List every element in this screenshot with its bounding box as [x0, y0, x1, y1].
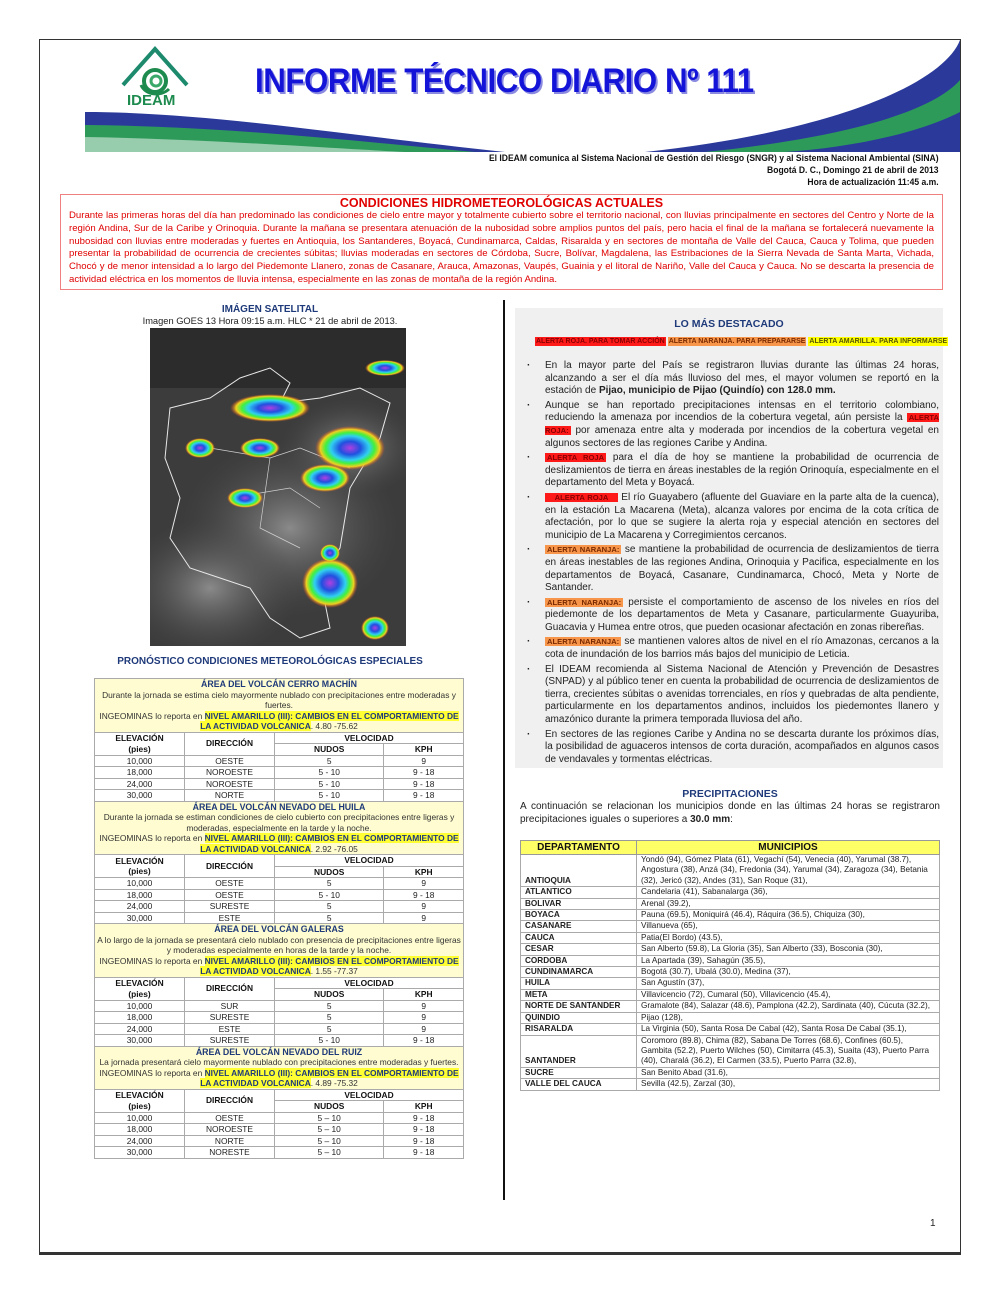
volcano-description: Durante la jornada se estiman condiciones de cielo cubierto con precipitaciones entre ligeras y moderadas, especialmente en la tarde y la noche.: [103, 812, 455, 833]
elevation-cell: 10,000: [95, 1112, 185, 1124]
kph-cell: 9 - 18: [384, 1124, 464, 1136]
precipitation-threshold: 30.0 mm: [690, 814, 731, 825]
table-row: [521, 1024, 940, 1035]
municipalities-cell: Gramalote (84), Salazar (48.6), Pamplona (42.2), Sardinata (40), Cúcuta (32.2),: [637, 1001, 940, 1012]
logo-text: IDEAM: [127, 92, 176, 109]
list-item: · El IDEAM recomienda al Sistema Nacional de Atención y Prevención de Desastres (SNPAD) y al público tener en cuenta la probabilidad de ocurrencia de deslizamientos de tierra, crecientes súbitas o avenidas torrenciales, en ríos y quebradas de alta pendiente, particularmente en los departamentos andinos, incluidos los piedemontes llanero y amazónico durante la primera temporada lluviosa del año.: [521, 664, 939, 727]
volcano-name: ÁREA DEL VOLCÁN NEVADO DEL HUILA: [192, 801, 366, 812]
department-cell: BOYACA: [521, 910, 637, 921]
forecast-title: PRONÓSTICO CONDICIONES METEOROLÓGICAS ESPECIALES: [117, 656, 423, 667]
elevation-cell: 30,000: [95, 1035, 185, 1047]
table-row: [95, 1124, 464, 1136]
table-row: [95, 1035, 464, 1047]
knots-cell: 5: [275, 755, 384, 767]
volcano-header-row: ÁREA DEL VOLCÁN NEVADO DEL RUIZ La jornada presentará cielo mayormente nublado con precipitaciones entre moderadas y fuertes. INGEOMINAS lo reporta en NIVEL AMARILLO (III): CAMBIOS EN EL COMPORTAMIENTO DE LA ACTIVIDAD VOLCANICA. 4.89 -75.32: [95, 1046, 464, 1089]
volcano-name: ÁREA DEL VOLCÁN CERRO MACHÍN: [201, 679, 357, 689]
legend-orange-alert: ALERTA NARANJA. PARA PREPARARSE: [668, 338, 806, 345]
elevation-cell: 10,000: [95, 1000, 185, 1012]
conditions-text: Durante las primeras horas del día han predominado las condiciones de cielo entre mayor y totalmente cubierto sobre el territorio nacional, con lluvias principalmente en sectores del Centro y Norte de la región Andina, Sur de la Caribe y Orinoquia. Durante la mañana se presentara atenuación de la nubosidad sobre amplios puntos del país, pero hacia el final de la mañana se fortalecerá nuevamente la nubosidad con lluvias entre moderadas y fuertes en Antioquia, los Santanderes, Boyacá, Cundinamarca, Caldas, Risaralda y en sectores de montaña de Valle del Cauca, Cauca y Tolima, que pueden presentar la probabilidad de ocurrencia de crecientes súbitas; lluvias moderadas en sectores de Córdoba, Sucre, Bolívar, Magdalena, las Estribaciones de la Sierra Nevada de Santa Marta, Vichada, Chocó y de menor intensidad a lo largo del Piedemonte Llanero, zonas de Casanare, Arauca, Amazonas, Vaupés, Guainia y el litoral de Nariño, Valle del Cauca y Cauca. No se descarta la presencia de actividad eléctrica en los momentos de lluvia intensa, especialmente en las zonas de montaña de la región Andina.: [69, 210, 934, 285]
knots-cell: 5 - 10: [275, 778, 384, 790]
list-item: · ALERTA ROJA para el día de hoy se mantiene la probabilidad de ocurrencia de deslizamientos de tierra en áreas inestables de la región Orinoquía, especialmente en el departamento del Meta y Boyacá.: [521, 452, 939, 490]
table-row: [95, 1112, 464, 1124]
current-conditions-box: [60, 194, 943, 290]
direction-cell: SURESTE: [185, 1035, 275, 1047]
municipalities-cell: Coromoro (89.8), Chima (82), Sabana De Torres (68.6), Confines (60.5), Gambita (52.2), Puerto Wilches (50), Cimitarra (45.3), Suaita (43), Puerto Parra (40), Charalá (36.2), El Carmen (33.5), Puerto Parra (32.8),: [637, 1035, 940, 1067]
volcano-alert-level: NIVEL AMARILLO (III): CAMBIOS EN EL COMPORTAMIENTO DE LA ACTIVIDAD VOLCANICA: [200, 955, 459, 976]
volcano-description: La jornada presentará cielo mayormente nublado con precipitaciones entre moderadas y fuertes.: [99, 1057, 459, 1067]
report-title: INFORME TÉCNICO DIARIO Nº 111: [255, 62, 754, 100]
department-cell: CAUCA: [521, 932, 637, 943]
table-row: [521, 932, 940, 943]
update-time: Hora de actualización 11:45 a.m.: [807, 177, 939, 188]
elevation-cell: 18,000: [95, 1012, 185, 1024]
volcano-header-row: ÁREA DEL VOLCÁN GALERAS A lo largo de la jornada se presentará cielo nublado con presencia de precipitaciones entre ligeras y moderadas especialmente en horas de la tarde y la noche. INGEOMINAS lo reporta en NIVEL AMARILLO (III): CAMBIOS EN EL COMPORTAMIENTO DE LA ACTIVIDAD VOLCANICA. 1.55 -77.37: [95, 924, 464, 978]
municipalities-cell: Patia(El Bordo) (43.5),: [637, 932, 940, 943]
kph-cell: 9: [384, 1023, 464, 1035]
document-page: [39, 39, 961, 1255]
department-cell: VALLE DEL CAUCA: [521, 1079, 637, 1090]
volcano-alert-level: NIVEL AMARILLO (III): CAMBIOS EN EL COMPORTAMIENTO DE LA ACTIVIDAD VOLCANICA: [200, 1067, 459, 1088]
red-alert-tag: ALERTA ROJA: [547, 453, 605, 463]
col-header-department: DEPARTAMENTO: [521, 841, 637, 855]
direction-cell: NORTE: [185, 790, 275, 802]
precipitation-intro: A continuación se relacionan los municipios donde en las últimas 24 horas se registraron precipitaciones iguales o superiores a 30.0 mm:: [520, 801, 940, 825]
list-item: · En la mayor parte del País se registraron lluvias durante las últimas 24 horas, alcanzando a ser el día más lluvioso del mes, el mayor volumen se reportó en la estación de Pijao, municipio de Pijao (Quindío) con 128.0 mm.: [521, 360, 939, 398]
municipalities-cell: Candelaria (41), Sabanalarga (36),: [637, 887, 940, 898]
orange-alert-tag: ALERTA NARANJA:: [547, 637, 620, 647]
department-cell: QUINDIO: [521, 1012, 637, 1023]
orange-alert-tag: ALERTA NARANJA:: [547, 597, 622, 607]
volcano-alert-level: NIVEL AMARILLO (III): CAMBIOS EN EL COMPORTAMIENTO DE LA ACTIVIDAD VOLCANICA: [200, 833, 459, 854]
elevation-cell: 18,000: [95, 767, 185, 779]
elevation-cell: 18,000: [95, 889, 185, 901]
table-header-row: ELEVACIÓN (pies) DIRECCIÓN VELOCIDAD: [95, 1089, 464, 1101]
municipalities-cell: Villavicencio (72), Cumaral (50), Villavicencio (45.4),: [637, 989, 940, 1000]
column-divider: [503, 300, 505, 1200]
list-item: · ALERTA ROJA El río Guayabero (afluente del Guaviare en la parte alta de la cuenca), en la estación La Macarena (Meta), alcanza valores por encima de la cota crítica de afectación, por lo que se sugiere la alerta roja y especial atención en sectores del municipio de La Macarena y Corregimientos cercanos.: [521, 492, 939, 542]
highlights-panel: [515, 308, 948, 768]
table-row: [521, 887, 940, 898]
knots-cell: 5 – 10: [275, 1147, 384, 1159]
elevation-cell: 10,000: [95, 755, 185, 767]
kph-cell: 9 - 18: [384, 1135, 464, 1147]
table-row: [95, 901, 464, 913]
table-row: [521, 1001, 940, 1012]
precipitation-title: PRECIPITACIONES: [682, 788, 778, 800]
direction-cell: OESTE: [185, 878, 275, 890]
kph-cell: 9 - 18: [384, 1147, 464, 1159]
municipalities-cell: San Benito Abad (31.6),: [637, 1067, 940, 1078]
table-row: [521, 910, 940, 921]
highlights-list: [521, 360, 939, 768]
kph-cell: 9 - 18: [384, 790, 464, 802]
col-header-municipalities: MUNICIPIOS: [637, 841, 940, 855]
table-row: [95, 878, 464, 890]
direction-cell: NORTE: [185, 1135, 275, 1147]
knots-cell: 5: [275, 878, 384, 890]
kph-cell: 9: [384, 912, 464, 924]
volcano-name: ÁREA DEL VOLCÁN GALERAS: [214, 924, 344, 934]
knots-cell: 5 – 10: [275, 1124, 384, 1136]
table-row: [95, 1000, 464, 1012]
department-cell: RISARALDA: [521, 1024, 637, 1035]
kph-cell: 9: [384, 901, 464, 913]
satellite-title: IMÁGEN SATELITAL: [221, 304, 319, 315]
kph-cell: 9: [384, 755, 464, 767]
knots-cell: 5 - 10: [275, 767, 384, 779]
precipitation-table: [520, 840, 940, 1091]
municipalities-cell: Yondó (94), Gómez Plata (61), Vegachí (54), Venecia (40), Yarumal (38.7), Angostura (38), Anzá (34), Fredonia (34), Yarumal (34), Zaragoza (34), Betania (32), Jericó (32), Andes (31), San Roque (31),: [637, 855, 940, 887]
table-row: [95, 767, 464, 779]
table-row: [95, 1147, 464, 1159]
elevation-cell: 18,000: [95, 1124, 185, 1136]
municipalities-cell: Pauna (69.5), Moniquirá (46.4), Ráquira (36.5), Chiquiza (30),: [637, 910, 940, 921]
report-date: Bogotá D. C., Domingo 21 de abril de 2013: [767, 165, 939, 176]
table-header-row: NUDOS KPH: [95, 989, 464, 1001]
table-header-row: NUDOS KPH: [95, 1101, 464, 1113]
table-row: [95, 912, 464, 924]
red-alert-tag: ALERTA ROJA: [547, 492, 616, 502]
table-row: [521, 1035, 940, 1067]
direction-cell: NOROESTE: [185, 1124, 275, 1136]
legend-red-alert: ALERTA ROJA. PARA TOMAR ACCIÓN: [536, 338, 665, 345]
volcano-table: [94, 678, 464, 1159]
department-cell: NORTE DE SANTANDER: [521, 1001, 637, 1012]
elevation-cell: 30,000: [95, 790, 185, 802]
table-row: [521, 855, 940, 887]
table-row: [521, 955, 940, 966]
table-row: [521, 921, 940, 932]
direction-cell: SUR: [185, 1000, 275, 1012]
municipalities-cell: Pijao (128),: [637, 1012, 940, 1023]
knots-cell: 5: [275, 1012, 384, 1024]
table-header-row: ELEVACIÓN (pies) DIRECCIÓN VELOCIDAD: [95, 855, 464, 867]
kph-cell: 9: [384, 1000, 464, 1012]
municipalities-cell: La Virginia (50), Santa Rosa De Cabal (42), Santa Rosa De Cabal (35.1),: [637, 1024, 940, 1035]
red-alert-tag: ALERTA ROJA:: [545, 413, 939, 435]
highlights-title: LO MÁS DESTACADO: [674, 318, 784, 330]
kph-cell: 9: [384, 1012, 464, 1024]
knots-cell: 5 – 10: [275, 1135, 384, 1147]
municipalities-cell: San Agustín (37),: [637, 978, 940, 989]
knots-cell: 5: [275, 1000, 384, 1012]
department-cell: HUILA: [521, 978, 637, 989]
table-row: [521, 1067, 940, 1078]
knots-cell: 5: [275, 901, 384, 913]
volcano-coords: . 4.89 -75.32: [310, 1078, 358, 1088]
table-header-row: ELEVACIÓN (pies) DIRECCIÓN VELOCIDAD: [95, 732, 464, 744]
conditions-title: CONDICIONES HIDROMETEOROLÓGICAS ACTUALES: [339, 196, 664, 210]
department-cell: CASANARE: [521, 921, 637, 932]
volcano-name: ÁREA DEL VOLCÁN NEVADO DEL RUIZ: [195, 1046, 363, 1057]
volcano-description: A lo largo de la jornada se presentará cielo nublado con presencia de precipitaciones entre ligeras y moderadas especialmente en horas de la tarde y la noche.: [97, 934, 461, 955]
table-row: [95, 1135, 464, 1147]
satellite-caption: Imagen GOES 13 Hora 09:15 a.m. HLC * 21 de abril de 2013.: [142, 316, 398, 326]
municipalities-cell: San Alberto (59.8), La Gloria (35), San Alberto (33), Bosconia (30),: [637, 944, 940, 955]
kph-cell: 9 - 18: [384, 778, 464, 790]
direction-cell: NOROESTE: [185, 767, 275, 779]
kph-cell: 9 - 18: [384, 767, 464, 779]
volcano-coords: . 4.80 -75.62: [310, 721, 358, 731]
volcano-alert-level: NIVEL AMARILLO (III): CAMBIOS EN EL COMPORTAMIENTO DE LA ACTIVIDAD VOLCANICA: [200, 710, 459, 731]
page-number: 1: [930, 1218, 936, 1229]
volcano-coords: . 2.92 -76.05: [310, 843, 358, 854]
department-cell: BOLIVAR: [521, 898, 637, 909]
list-item: · ALERTA NARANJA: se mantienen valores altos de nivel en el río Amazonas, cercanos a la cota de inundación de los barrios más bajos del municipio de Leticia.: [521, 636, 939, 661]
department-cell: ANTIOQUIA: [521, 855, 637, 887]
department-cell: SANTANDER: [521, 1035, 637, 1067]
report-meta: [489, 153, 939, 189]
municipalities-cell: Bogotá (30.7), Ubalá (30.0), Medina (37),: [637, 967, 940, 978]
department-cell: ATLANTICO: [521, 887, 637, 898]
municipalities-cell: Arenal (39.2),: [637, 898, 940, 909]
satellite-image: [150, 328, 406, 646]
communication-line: El IDEAM comunica al Sistema Nacional de Gestión del Riesgo (SNGR) y al Sistema Nacional Ambiental (SINA): [489, 153, 939, 164]
list-item: · Aunque se han reportado precipitaciones intensas en el territorio colombiano, reduciendo la amenaza por incendios de la cobertura vegetal, aún persiste la ALERTA ROJA: por amenaza entre alta y moderada por incendios de la cobertura vegetal en algunos sectores de las regiones Caribe y Andina.: [521, 400, 939, 450]
direction-cell: OESTE: [185, 755, 275, 767]
direction-cell: OESTE: [185, 1112, 275, 1124]
list-item: · En sectores de las regiones Caribe y Andina no se descarta durante los próximos días, la posibilidad de aguaceros intensos de corta duración, acompañados en algunos casos de vendavales y tormentas eléctricas.: [521, 729, 939, 767]
legend-yellow-alert: ALERTA AMARILLA. PARA INFORMARSE: [809, 338, 948, 345]
elevation-cell: 24,000: [95, 1135, 185, 1147]
direction-cell: ESTE: [185, 1023, 275, 1035]
department-cell: CORDOBA: [521, 955, 637, 966]
department-cell: META: [521, 989, 637, 1000]
direction-cell: OESTE: [185, 889, 275, 901]
volcano-coords: . 1.55 -77.37: [310, 966, 358, 976]
municipalities-cell: La Apartada (39), Sahagún (35.5),: [637, 955, 940, 966]
volcano-header-row: ÁREA DEL VOLCÁN CERRO MACHÍN Durante la jornada se estima cielo mayormente nublado con precipitaciones entre moderadas y fuertes. INGEOMINAS lo reporta en NIVEL AMARILLO (III): CAMBIOS EN EL COMPORTAMIENTO DE LA ACTIVIDAD VOLCANICA. 4.80 -75.62: [95, 679, 464, 733]
table-row: [521, 978, 940, 989]
elevation-cell: 30,000: [95, 912, 185, 924]
kph-cell: 9 - 18: [384, 1112, 464, 1124]
table-row: [521, 898, 940, 909]
knots-cell: 5 - 10: [275, 1035, 384, 1047]
table-header-row: ELEVACIÓN (pies) DIRECCIÓN VELOCIDAD: [95, 977, 464, 989]
elevation-cell: 24,000: [95, 778, 185, 790]
department-cell: CESAR: [521, 944, 637, 955]
list-item: · ALERTA NARANJA: se mantiene la probabilidad de ocurrencia de deslizamientos de tierra en áreas inestables de las regiones Andina, Orinoquia y Pacifica, especialmente en los departamentos de Boyacá, Casanare, Cundinamarca, Chocó, Meta y Norte de Santander.: [521, 544, 939, 594]
knots-cell: 5: [275, 912, 384, 924]
elevation-cell: 24,000: [95, 901, 185, 913]
table-header-row: [521, 841, 940, 855]
kph-cell: 9: [384, 878, 464, 890]
table-row: [521, 967, 940, 978]
table-row: [95, 778, 464, 790]
orange-alert-tag: ALERTA NARANJA:: [547, 545, 620, 555]
department-cell: SUCRE: [521, 1067, 637, 1078]
table-header-row: NUDOS KPH: [95, 866, 464, 878]
elevation-cell: 24,000: [95, 1023, 185, 1035]
kph-cell: 9 - 18: [384, 889, 464, 901]
table-row: [95, 889, 464, 901]
list-item: · ALERTA NARANJA: persiste el comportamiento de ascenso de los niveles en ríos del piedemonte de los departamentos de Meta y Casanare, particularmente Guayuriba, Guacavia y Humea entre otros, que pueden ocasionar afectación en zonas ribereñas.: [521, 597, 939, 635]
volcano-forecast-tables: [94, 678, 464, 1159]
volcano-header-row: ÁREA DEL VOLCÁN NEVADO DEL HUILA Durante la jornada se estiman condiciones de cielo cubierto con precipitaciones entre ligeras y moderadas, especialmente en la tarde y la noche. INGEOMINAS lo reporta en NIVEL AMARILLO (III): CAMBIOS EN EL COMPORTAMIENTO DE LA ACTIVIDAD VOLCANICA. 2.92 -76.05: [95, 801, 464, 855]
table-header-row: NUDOS KPH: [95, 744, 464, 756]
table-row: [95, 790, 464, 802]
elevation-cell: 10,000: [95, 878, 185, 890]
knots-cell: 5: [275, 1023, 384, 1035]
table-row: [521, 1079, 940, 1090]
direction-cell: NORESTE: [185, 1147, 275, 1159]
municipalities-cell: Villanueva (65),: [637, 921, 940, 932]
kph-cell: 9 - 18: [384, 1035, 464, 1047]
table-row: [521, 1012, 940, 1023]
table-row: [521, 989, 940, 1000]
direction-cell: NOROESTE: [185, 778, 275, 790]
report-header: [85, 40, 960, 152]
knots-cell: 5 - 10: [275, 790, 384, 802]
table-row: [521, 944, 940, 955]
knots-cell: 5 – 10: [275, 1112, 384, 1124]
direction-cell: SURESTE: [185, 901, 275, 913]
municipalities-cell: Sevilla (42.5), Zarzal (30),: [637, 1079, 940, 1090]
table-row: [95, 1012, 464, 1024]
department-cell: CUNDINAMARCA: [521, 967, 637, 978]
direction-cell: SURESTE: [185, 1012, 275, 1024]
elevation-cell: 30,000: [95, 1147, 185, 1159]
alert-legend: [535, 338, 948, 345]
volcano-description: Durante la jornada se estima cielo mayormente nublado con precipitaciones entre moderadas y fuertes.: [102, 689, 456, 710]
direction-cell: ESTE: [185, 912, 275, 924]
table-row: [95, 755, 464, 767]
table-row: [95, 1023, 464, 1035]
knots-cell: 5 - 10: [275, 889, 384, 901]
